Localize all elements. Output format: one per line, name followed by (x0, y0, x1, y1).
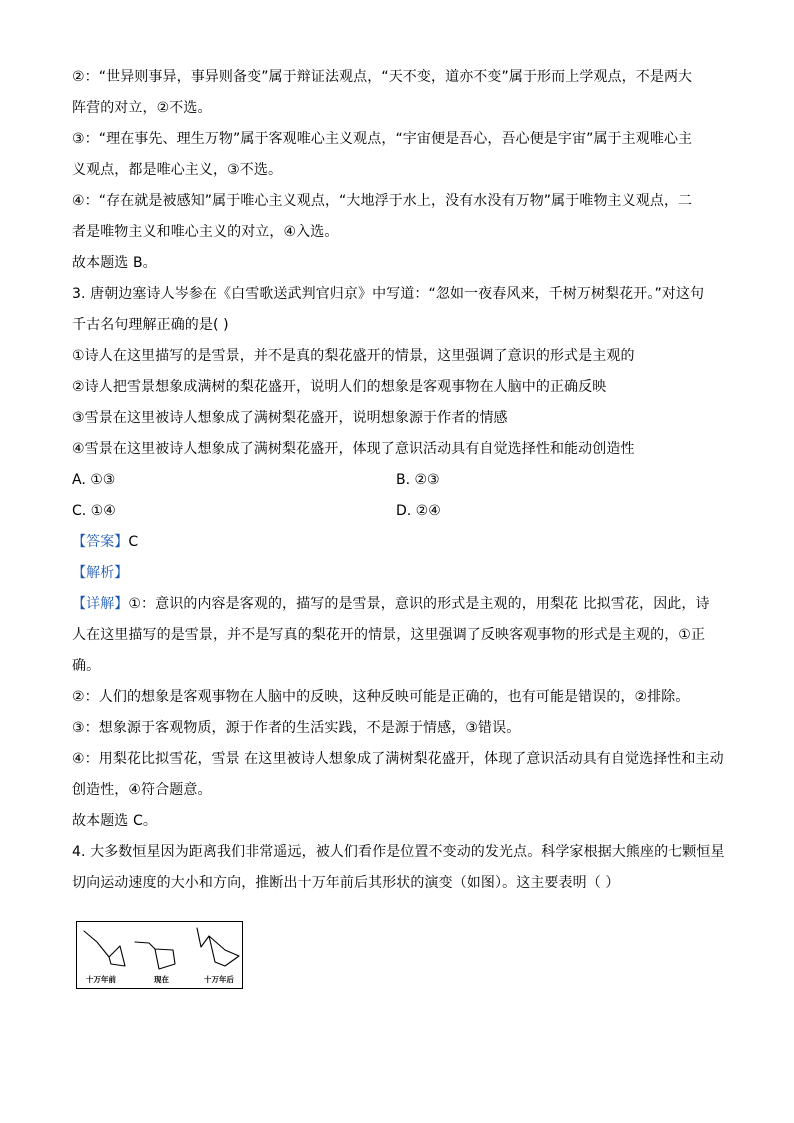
text-line-3: ③：“理在事先、理生万物”属于客观唯心主义观点，“宇宙便是吾心，吾心便是宇宙”属于主观唯心主 (72, 131, 693, 147)
shape-present (135, 942, 175, 969)
statement-2: ②诗人把雪景想象成满树的梨花盛开，说明人们的想象是客观事物在人脑中的正确反映 (72, 379, 607, 395)
text-line-4: 义观点，都是唯心主义，③不选。 (72, 162, 283, 178)
analysis-line (72, 558, 722, 589)
caption-present: 现在 (154, 975, 169, 984)
question-3-stem-line-2: 千古名句理解正确的是( ) (72, 317, 229, 333)
text-line-1: ②：“世异则事异，事异则备变”属于辩证法观点，“天不变，道亦不变”属于形而上学观点，不是两大 (72, 69, 693, 85)
statement-3: ③雪景在这里被诗人想象成了满树梨花盛开，说明想象源于作者的情感 (72, 410, 508, 426)
analysis-tag: 【解析】 (72, 565, 129, 581)
detail-first-text: ①：意识的内容是客观的，描写的是雪景，意识的形式是主观的，用梨花 比拟雪花，因此，诗 (128, 596, 710, 612)
shape-future (197, 928, 239, 966)
option-a: A. ①③ (72, 472, 116, 488)
detail-line-5: ③：想象源于客观物质，源于作者的生活实践，不是源于情感，③错误。 (72, 720, 521, 736)
detail-line-6: ④：用梨花比拟雪花，雪景 在这里被诗人想象成了满树梨花盛开，体现了意识活动具有自觉选择性和主动 (72, 751, 724, 767)
detail-line-1 (72, 589, 722, 620)
shape-past (84, 931, 125, 966)
answer-line (72, 527, 722, 558)
option-c: C. ①④ (72, 503, 116, 519)
detail-tag: 【详解】 (72, 596, 129, 612)
answer-value: C (128, 534, 139, 550)
big-dipper-figure (76, 921, 243, 989)
options-row-1 (72, 465, 722, 496)
text-line-2: 阵营的对立，②不选。 (72, 100, 212, 116)
statement-4: ④雪景在这里被诗人想象成了满树梨花盛开，体现了意识活动具有自觉选择性和能动创造性 (72, 441, 635, 457)
text-line-5: ④：“存在就是被感知”属于唯心主义观点，“大地浮于水上，没有水没有万物”属于唯物主义观点，二 (72, 193, 693, 209)
detail-line-7: 创造性，④符合题意。 (72, 782, 212, 798)
option-d: D. ②④ (396, 503, 441, 519)
answer-tag: 【答案】 (72, 534, 129, 550)
question-4-stem-line-2: 切向运动速度的大小和方向，推断出十万年前后其形状的演变（如图）。这主要表明（ ） (72, 875, 620, 891)
question-4-stem-line-1: 4. 大多数恒星因为距离我们非常遥远，被人们看作是位置不变动的发光点。科学家根据大熊座的七颗恒星 (72, 844, 725, 860)
question-3-stem-line-1: 3. 唐朝边塞诗人岑参在《白雪歌送武判官归京》中写道：“忽如一夜春风来，千树万树梨花开。”对这句 (72, 286, 705, 302)
detail-line-3: 确。 (72, 658, 101, 674)
text-line-6: 者是唯物主义和唯心主义的对立，④入选。 (72, 224, 339, 240)
document-page (72, 62, 725, 899)
answer-conclusion-q2: 故本题选 B。 (72, 255, 157, 271)
option-b: B. ②③ (396, 472, 440, 488)
options-row-2 (72, 496, 722, 527)
statement-1: ①诗人在这里描写的是雪景，并不是真的梨花盛开的情景，这里强调了意识的形式是主观的 (72, 348, 635, 364)
caption-future: 十万年后 (204, 975, 234, 984)
detail-line-4: ②：人们的想象是客观事物在人脑中的反映，这种反映可能是正确的，也有可能是错误的，②排除。 (72, 689, 690, 705)
detail-line-2: 人在这里描写的是雪景，并不是写真的梨花开的情景，这里强调了反映客观事物的形式是主观的，①正 (72, 627, 706, 643)
answer-conclusion-q3: 故本题选 C。 (72, 813, 157, 829)
caption-past: 十万年前 (86, 975, 116, 984)
